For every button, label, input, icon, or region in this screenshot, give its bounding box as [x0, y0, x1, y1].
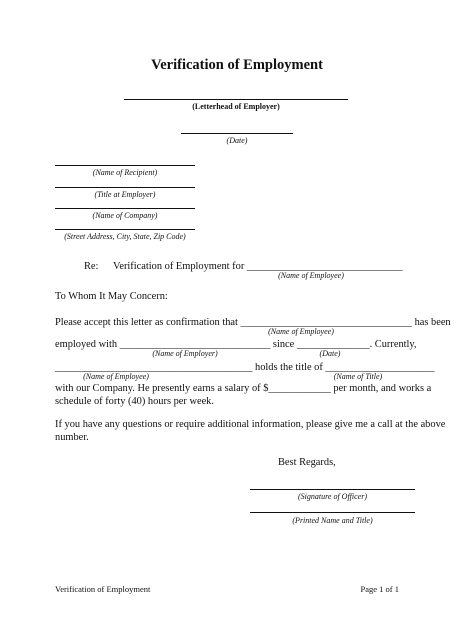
body-line-4: with our Company. He presently earns a salary of $____________ per month, and works a — [55, 383, 432, 394]
body-title-caption: (Name of Title) — [333, 372, 383, 381]
document-title: Verification of Employment — [151, 57, 323, 73]
re-employee-caption: (Name of Employee) — [278, 271, 344, 280]
letterhead-caption: (Letterhead of Employer) — [192, 102, 280, 111]
closing-line-2: number. — [55, 432, 89, 443]
body-date-caption: (Date) — [319, 349, 341, 358]
printed-name-caption: (Printed Name and Title) — [292, 516, 373, 525]
recipient-address-line — [55, 229, 195, 230]
recipient-title-caption: (Title at Employer) — [94, 190, 156, 199]
printed-name-line — [250, 512, 415, 513]
salutation: To Whom It May Concern: — [55, 291, 168, 302]
recipient-company-caption: (Name of Company) — [92, 211, 158, 220]
body-employee-caption: (Name of Employee) — [268, 327, 334, 336]
body-line-3: ______________________________________ holds the title of _____________________ — [55, 362, 435, 373]
recipient-title-line — [55, 187, 195, 188]
recipient-name-line — [55, 165, 195, 166]
signature-caption: (Signature of Officer) — [297, 492, 368, 501]
body-employer-caption: (Name of Employer) — [152, 349, 218, 358]
footer-left: Verification of Employment — [55, 584, 151, 594]
recipient-address-caption: (Street Address, City, State, Zip Code) — [64, 232, 186, 241]
body-line-1: Please accept this letter as confirmation that _________________________________ has been — [55, 317, 451, 328]
body-employee-caption-2: (Name of Employee) — [83, 372, 149, 381]
re-label: Re: — [84, 261, 99, 272]
body-line-5: schedule of forty (40) hours per week. — [55, 396, 214, 407]
recipient-company-line — [55, 208, 195, 209]
recipient-name-caption: (Name of Recipient) — [92, 168, 158, 177]
footer-right: Page 1 of 1 — [360, 584, 399, 594]
sign-off: Best Regards, — [278, 457, 336, 468]
body-line-2: employed with _____________________________ since ______________. Currently, — [55, 339, 417, 350]
letterhead-line — [124, 99, 348, 100]
signature-line — [250, 489, 415, 490]
date-caption: (Date) — [226, 136, 248, 145]
re-text: Verification of Employment for ______________________________ — [113, 261, 403, 272]
date-line — [181, 133, 293, 134]
closing-line-1: If you have any questions or require additional information, please give me a call at the above — [55, 419, 446, 430]
